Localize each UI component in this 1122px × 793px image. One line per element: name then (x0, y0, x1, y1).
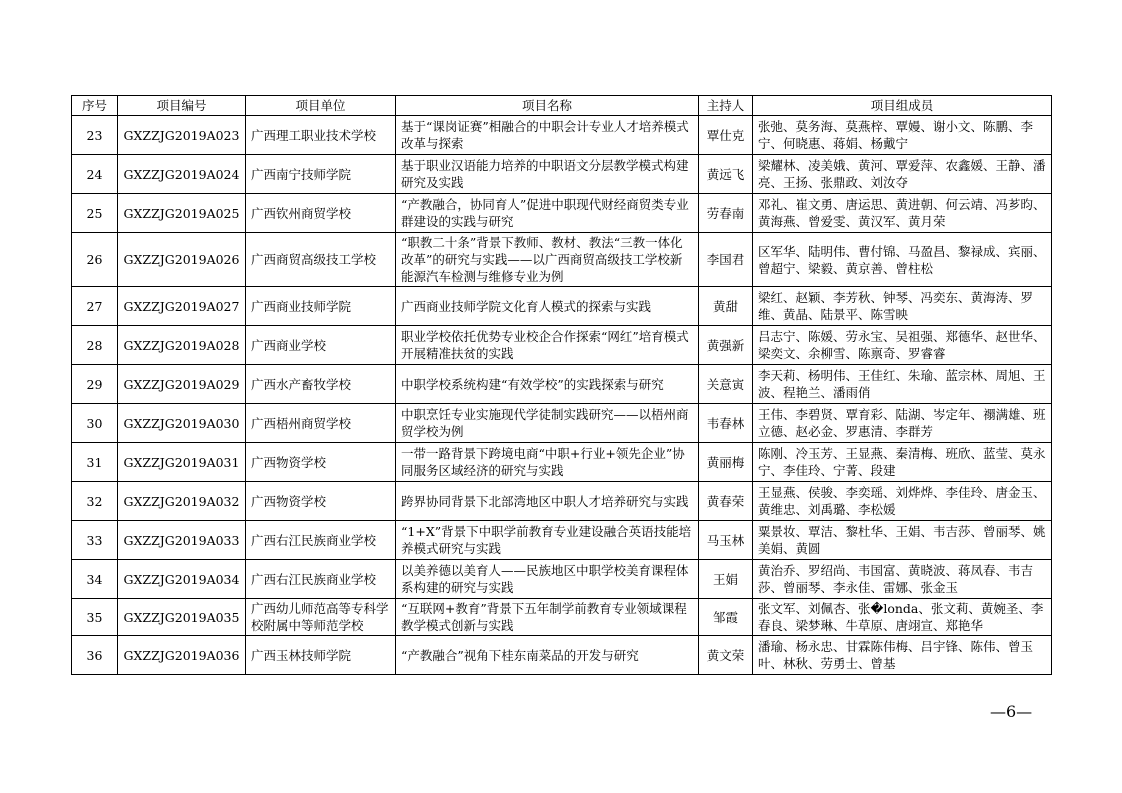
cell-no: 26 (72, 233, 118, 287)
cell-host: 劳春南 (699, 194, 753, 233)
cell-name: 跨界协同背景下北部湾地区中职人才培养研究与实践 (396, 482, 699, 521)
cell-members: 黄治乔、罗绍尚、韦国富、黄晓波、蒋凤春、韦吉莎、曾丽琴、李永佳、雷娜、张金玉 (753, 560, 1052, 599)
table-row (72, 599, 1052, 636)
header-code: 项目编号 (118, 96, 246, 116)
cell-unit: 广西右江民族商业学校 (246, 521, 396, 560)
table-row (72, 155, 1052, 194)
cell-unit: 广西物资学校 (246, 482, 396, 521)
cell-members: 张弛、莫务海、莫燕梓、覃嫚、谢小文、陈鹏、李宁、何晓惠、蒋娟、杨戴宁 (753, 116, 1052, 155)
header-host: 主持人 (699, 96, 753, 116)
cell-no: 32 (72, 482, 118, 521)
header-unit: 项目单位 (246, 96, 396, 116)
cell-code: GXZZJG2019A028 (118, 326, 246, 365)
cell-name: 中职学校系统构建“有效学校”的实践探索与研究 (396, 365, 699, 404)
cell-unit: 广西玉林技师学院 (246, 636, 396, 675)
cell-code: GXZZJG2019A032 (118, 482, 246, 521)
cell-members: 潘瑜、杨永忠、甘霖陈伟梅、吕宇锋、陈伟、曾玉叶、林秋、劳勇士、曾基 (753, 636, 1052, 675)
cell-unit: 广西商业技师学院 (246, 287, 396, 326)
cell-members: 张文军、刘佩杏、张�londa、张文莉、黄婉圣、李春良、梁梦琳、牛草原、唐翊宣、郑艳华 (753, 599, 1052, 636)
cell-code: GXZZJG2019A029 (118, 365, 246, 404)
table-row (72, 116, 1052, 155)
cell-name: 一带一路背景下跨境电商“中职+行业+领先企业”协同服务区域经济的研究与实践 (396, 443, 699, 482)
cell-unit: 广西水产畜牧学校 (246, 365, 396, 404)
cell-unit: 广西钦州商贸学校 (246, 194, 396, 233)
table-row (72, 521, 1052, 560)
cell-name: 基于“课岗证赛”相融合的中职会计专业人才培养模式改革与探索 (396, 116, 699, 155)
cell-members: 李天莉、杨明伟、王佳红、朱瑜、蓝宗林、周旭、王波、程艳兰、潘雨俏 (753, 365, 1052, 404)
cell-host: 覃仕克 (699, 116, 753, 155)
cell-host: 李国君 (699, 233, 753, 287)
table-row (72, 443, 1052, 482)
cell-unit: 广西南宁技师学院 (246, 155, 396, 194)
cell-name: 以美养德以美育人——民族地区中职学校美育课程体系构建的研究与实践 (396, 560, 699, 599)
cell-no: 30 (72, 404, 118, 443)
cell-host: 黄强新 (699, 326, 753, 365)
cell-host: 黄甜 (699, 287, 753, 326)
cell-no: 35 (72, 599, 118, 636)
cell-no: 29 (72, 365, 118, 404)
cell-name: “产教融合”视角下桂东南菜品的开发与研究 (396, 636, 699, 675)
cell-members: 吕志宁、陈媛、劳永宝、吴祖强、郑德华、赵世华、梁奕文、余柳雪、陈禀奇、罗睿睿 (753, 326, 1052, 365)
cell-code: GXZZJG2019A025 (118, 194, 246, 233)
cell-no: 27 (72, 287, 118, 326)
cell-no: 25 (72, 194, 118, 233)
cell-name: 广西商业技师学院文化育人模式的探索与实践 (396, 287, 699, 326)
cell-no: 34 (72, 560, 118, 599)
cell-name: 基于职业汉语能力培养的中职语文分层教学模式构建研究及实践 (396, 155, 699, 194)
cell-name: 中职烹饪专业实施现代学徒制实践研究——以梧州商贸学校为例 (396, 404, 699, 443)
cell-name: “职教二十条”背景下教师、教材、教法“三教一体化改革”的研究与实践——以广西商贸高级技工学校新能源汽车检测与维修专业为例 (396, 233, 699, 287)
cell-host: 黄远飞 (699, 155, 753, 194)
header-no: 序号 (72, 96, 118, 116)
cell-code: GXZZJG2019A030 (118, 404, 246, 443)
cell-members: 梁红、赵颖、李芳秋、钟琴、冯奕东、黄海涛、罗维、黄晶、陆景平、陈雪映 (753, 287, 1052, 326)
cell-no: 31 (72, 443, 118, 482)
cell-code: GXZZJG2019A035 (118, 599, 246, 636)
header-members: 项目组成员 (753, 96, 1052, 116)
cell-host: 黄春荣 (699, 482, 753, 521)
cell-code: GXZZJG2019A031 (118, 443, 246, 482)
cell-name: 职业学校依托优势专业校企合作探索“网红”培育模式开展精准扶贫的实践 (396, 326, 699, 365)
table-row (72, 194, 1052, 233)
cell-members: 梁耀林、凌美娥、黄河、覃爱萍、农鑫媛、王静、潘亮、王扬、张鼎政、刘汝夺 (753, 155, 1052, 194)
cell-no: 24 (72, 155, 118, 194)
cell-code: GXZZJG2019A036 (118, 636, 246, 675)
cell-no: 36 (72, 636, 118, 675)
cell-code: GXZZJG2019A034 (118, 560, 246, 599)
cell-unit: 广西理工职业技术学校 (246, 116, 396, 155)
cell-unit: 广西商业学校 (246, 326, 396, 365)
table-row (72, 365, 1052, 404)
cell-code: GXZZJG2019A023 (118, 116, 246, 155)
cell-host: 邹霞 (699, 599, 753, 636)
table-row (72, 404, 1052, 443)
cell-members: 粟景妆、覃洁、黎杜华、王娟、韦吉莎、曾丽琴、姚美娟、黄圆 (753, 521, 1052, 560)
cell-unit: 广西幼儿师范高等专科学校附属中等师范学校 (246, 599, 396, 636)
cell-name: “互联网+教育”背景下五年制学前教育专业领域课程教学模式创新与实践 (396, 599, 699, 636)
table-row (72, 287, 1052, 326)
project-table (71, 95, 1052, 675)
cell-unit: 广西商贸高级技工学校 (246, 233, 396, 287)
cell-name: “1+X”背景下中职学前教育专业建设融合英语技能培养模式研究与实践 (396, 521, 699, 560)
table-row (72, 560, 1052, 599)
cell-members: 王伟、李碧贤、覃育彩、陆湖、岑定年、禤满雄、班立德、赵必金、罗惠清、李群芳 (753, 404, 1052, 443)
cell-members: 王显燕、侯骏、李奕瑶、刘烨烨、李佳玲、唐金玉、黄维忠、刘禹璐、李松媛 (753, 482, 1052, 521)
cell-no: 28 (72, 326, 118, 365)
cell-host: 马玉林 (699, 521, 753, 560)
header-name: 项目名称 (396, 96, 699, 116)
table-row (72, 482, 1052, 521)
table-row (72, 233, 1052, 287)
cell-members: 区军华、陆明伟、曹付锦、马盈昌、黎禄成、宾丽、曾超宁、梁毅、黄京善、曾柱松 (753, 233, 1052, 287)
cell-unit: 广西右江民族商业学校 (246, 560, 396, 599)
cell-unit: 广西物资学校 (246, 443, 396, 482)
table-row (72, 636, 1052, 675)
cell-code: GXZZJG2019A024 (118, 155, 246, 194)
cell-no: 23 (72, 116, 118, 155)
cell-code: GXZZJG2019A033 (118, 521, 246, 560)
table-row (72, 326, 1052, 365)
cell-host: 王娟 (699, 560, 753, 599)
cell-no: 33 (72, 521, 118, 560)
cell-name: “产教融合，协同育人”促进中职现代财经商贸类专业群建设的实践与研究 (396, 194, 699, 233)
cell-host: 韦春林 (699, 404, 753, 443)
cell-host: 黄文荣 (699, 636, 753, 675)
cell-members: 陈刚、冷玉芳、王显燕、秦清梅、班欣、蓝莹、莫永宁、李佳玲、宁菁、段建 (753, 443, 1052, 482)
page-number: —6— (990, 702, 1033, 721)
cell-code: GXZZJG2019A026 (118, 233, 246, 287)
cell-members: 邓礼、崔文勇、唐运思、黄进朝、何云靖、冯芗昀、黄海燕、曾爱雯、黄汉军、黄月荣 (753, 194, 1052, 233)
cell-unit: 广西梧州商贸学校 (246, 404, 396, 443)
cell-code: GXZZJG2019A027 (118, 287, 246, 326)
table-header-row (72, 96, 1052, 116)
cell-host: 关意寅 (699, 365, 753, 404)
cell-host: 黄丽梅 (699, 443, 753, 482)
